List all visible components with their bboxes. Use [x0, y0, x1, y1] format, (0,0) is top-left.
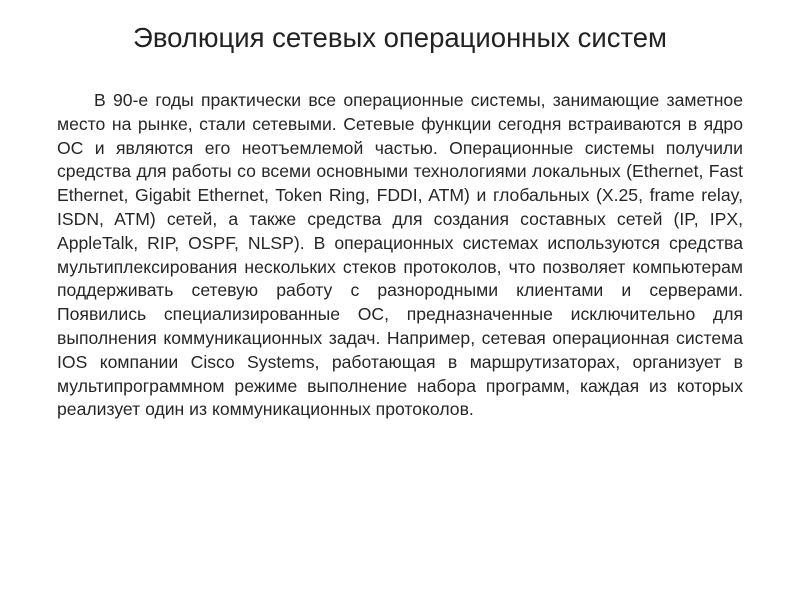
slide-body-paragraph: В 90-е годы практически все операционные системы, занимающие заметное место на рынке, стали сетевыми. Сетевые функции сегодня встраиваются в ядро ОС и являются его неотъемлемой частью. Операционные системы получили средства для работы со всеми основными технологиями локальных (Ethernet, Fast Ethernet, Gigabit Ethernet, Token Ring, FDDI, ATM) и глобальных (X.25, frame relay, ISDN, ATM) сетей, а также средства для создания составных сетей (IP, IPX, AppleTalk, RIP, OSPF, NLSP). В операционных системах используются средства мультиплексирования нескольких стеков протоколов, что позволяет компьютерам поддерживать сетевую работу с разнородными клиентами и серверами. Появились специализированные ОС, предназначенные исключительно для выполнения коммуникационных задач. Например, сетевая операционная система IOS компании Cisco Systems, работающая в маршрутизаторах, организует в мультипрограммном режиме выполнение набора программ, каждая из которых реализует один из коммуникационных протоколов. — [57, 90, 743, 420]
slide-title: Эволюция сетевых операционных систем — [133, 22, 667, 53]
